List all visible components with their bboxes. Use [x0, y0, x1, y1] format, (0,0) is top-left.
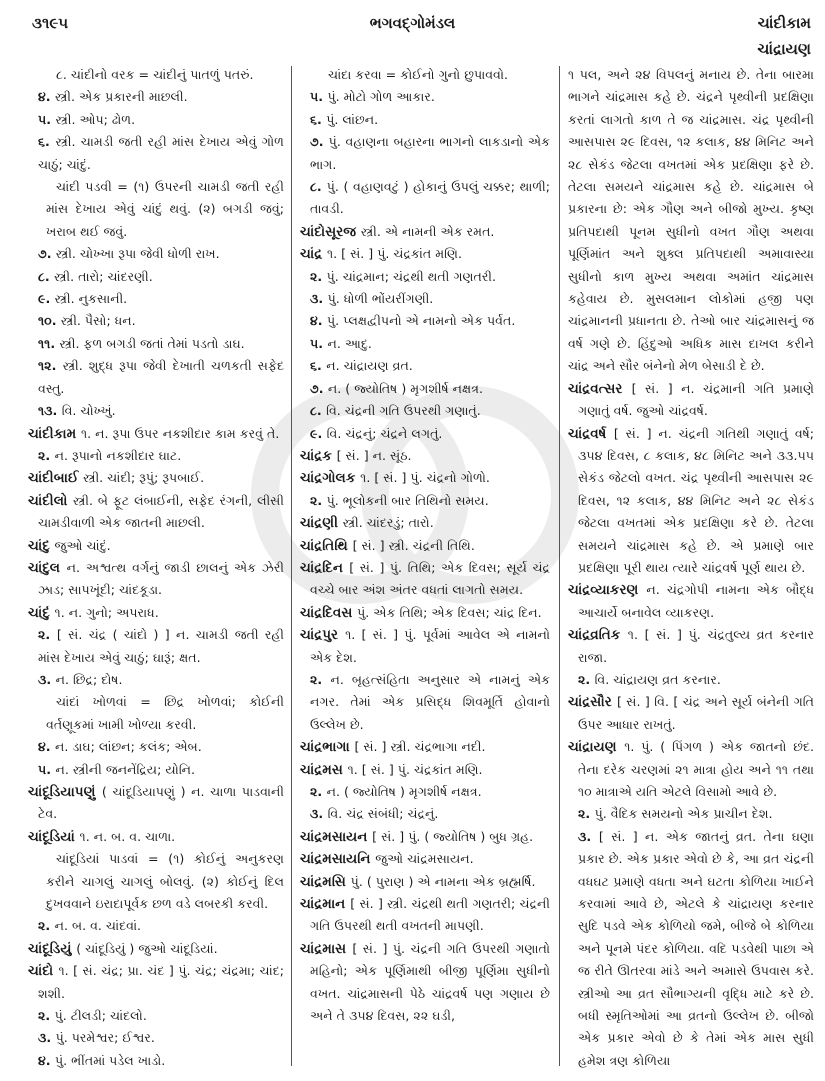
headword: ચાંદૂડિયાં	[28, 828, 80, 845]
headword: ચાંદીબાઈ	[28, 470, 84, 487]
sense-number: ૫.	[38, 111, 56, 127]
headword: ચાંદ્રવ્યાકરણ	[568, 582, 647, 599]
dictionary-entry	[300, 221, 550, 243]
dictionary-entry	[300, 938, 550, 1028]
usage-example	[300, 64, 550, 86]
headword: ચાંદ્રાયણ	[568, 739, 625, 756]
definition-text: પું. ધોળી ભોંયરીંગણી.	[327, 291, 434, 307]
headword: ચાંદ્રદિવસ	[300, 604, 358, 621]
sense-number: ૫.	[38, 761, 56, 777]
sense-line	[568, 669, 814, 691]
definition-text: [ સં. ] પું. તિથિ; એક દિવસ; સૂર્ય ચંદ્ર વચ્ચે બાર અંશ અંતર વધતાં લાગતો સમય.	[310, 559, 550, 598]
dictionary-entry	[28, 826, 284, 848]
headword: ચાંદ્રમસિ	[300, 873, 351, 890]
headword: ચાંદોસૂરજ	[300, 223, 361, 240]
headword: ચાંદીકામ	[28, 425, 81, 442]
sense-line	[28, 86, 284, 108]
definition-text: ન. ( જ્યોતિષ ) મૃગશીર્ષ નક્ષત્ર.	[326, 784, 482, 799]
sense-line	[28, 131, 284, 176]
sense-number: ૭.	[38, 246, 56, 262]
sense-number: ૯.	[310, 425, 327, 441]
dictionary-entry	[300, 445, 550, 467]
dictionary-entry	[300, 535, 550, 557]
definition-text: ૧ પલ, અને ૨૪ વિપલનું મનાય છે. તેના બારમા ભાગને ચાંદ્રમાસ કહે છે. ચંદ્રને પૃથ્વીની પ્રદક્ષિણા કરતાં લાગતો કાળ તે જ ચાંદ્રમાસ. ચંદ્ર પૃથ્વીની આસપાસ ૨૯ દિવસ, ૧૨ કલાક, ૪૪ મિનિટ અને ૨૮ સેકંડ જેટલા વખતમાં એક પ્રદક્ષિણા ફરે છે. તેટલા સમયને ચાંદ્રમાસ કહે છે. ચાંદ્રમાસ બે પ્રકારના છે: એક ગૌણ અને બીજો મુખ્ય. કૃષ્ણ પ્રતિપદાથી પૂનમ સુધીનો વખત ગૌણ અથવા પૂર્ણિમાંત અને શુક્લ પ્રતિપદાથી અમાવાસ્યા સુધીનો કાળ મુખ્ય અથવા અમાંત ચાંદ્રમાસ કહેવાય છે. મુસલમાન લોકોમાં હજી પણ ચાંદ્રમાનની પ્રધાનતા છે. તેઓ બાર ચાંદ્રમાસનું જ વર્ષ ગણે છે. હિંદુઓ અધિક માસ દાખલ કરીને ચાંદ્ર અને સૌર બંનેનો મેળ બેસાડી દે છે.	[568, 67, 814, 374]
definition-text: ( ચાંદૂડિયાપણું ) ન. ચાળા પાડવાની ટેવ.	[38, 784, 284, 822]
definition-text: સ્ત્રી. તારો; ચાંદરણી.	[54, 268, 153, 284]
sense-line	[28, 310, 284, 332]
headword: ચાંદ્રમસાયનિ	[300, 851, 376, 868]
sense-line	[28, 1027, 284, 1049]
sense-number: ૨.	[578, 671, 595, 687]
definition-text: ( ચાંદૂડિયું ) જુઓ ચાંદૂડિયાં.	[76, 940, 218, 956]
dictionary-entry	[300, 826, 550, 848]
definition-text: જુઓ ચાંદું.	[54, 537, 111, 553]
definition-text: પું. એક તિથિ; એક દિવસ; ચાંદ્ર દિન.	[357, 604, 542, 620]
sense-number: ૨.	[310, 671, 331, 687]
sense-line	[300, 669, 550, 736]
definition-text: પું. મોટો ગોળ આકાર.	[327, 89, 435, 105]
dictionary-entry	[300, 557, 550, 602]
dictionary-entry	[28, 490, 284, 535]
sense-line	[300, 423, 550, 445]
definition-text: ૧. ન. બ. વ. ચાળા.	[79, 828, 176, 844]
dictionary-entry	[568, 423, 814, 580]
sense-line	[300, 333, 550, 355]
definition-text: ૧. [ સં. ] પું. ચંદ્રકાંત મણિ.	[347, 761, 483, 777]
sense-line	[300, 378, 550, 400]
dictionary-entry	[28, 781, 284, 826]
sense-number: ૮.	[38, 268, 55, 284]
sense-number: ૨.	[38, 918, 55, 934]
column-right	[568, 64, 814, 1072]
headword: ચાંદ્રવ્રતિક	[568, 627, 628, 644]
sense-line	[28, 109, 284, 131]
sense-number: ૫.	[310, 89, 328, 105]
headword: ચાંદ્રણી	[300, 515, 343, 532]
definition-text: સ્ત્રી. બે ફૂટ લંબાઈની, સફેદ રંગની, લીસી ચામડીવાળી એક જાતની માછલી.	[38, 492, 284, 531]
sense-number: ૬.	[38, 134, 56, 150]
sense-line	[28, 669, 284, 691]
sense-line	[28, 355, 284, 400]
dictionary-entry	[300, 736, 550, 758]
definition-text: વિ. ચાંદ્રાયણ વ્રત કરનાર.	[594, 671, 721, 687]
dictionary-entry	[28, 423, 284, 445]
sense-line	[300, 176, 550, 221]
sense-number: ૧૦.	[38, 313, 61, 329]
headword: ચાંદીલો	[28, 492, 73, 509]
dictionary-entry	[28, 467, 284, 489]
headword: ચાંદ્રસૌર	[568, 694, 617, 711]
definition-text: [ સં. ] પું. ( જ્યોતિષ ) બુધ ગ્રહ.	[372, 828, 534, 844]
definition-text: [ સં. ] ન. સૂંઠ.	[336, 447, 412, 463]
headword: ચાંદૂડિયું	[28, 940, 77, 957]
sense-line	[300, 109, 550, 131]
definition-text: પું. ભૂલોકની બાર તિથિનો સમય.	[326, 492, 489, 508]
usage-example	[28, 64, 284, 86]
definition-text: [ સં. ] સ્ત્રી. ચંદ્રની તિથિ.	[352, 537, 475, 553]
definition-text: ચાંદૂડિયાં પાડવાં = (૧) કોઈનું અનુકરણ કરીને ચાગલું ચાગલું બોલવું. (૨) કોઈનું દિલ દુખવવાને ઇરાદાપૂર્વક છળ વડે લબરકી કરવી.	[46, 851, 284, 912]
sense-line	[568, 803, 814, 825]
headword: ચાંદ્રવત્સર	[568, 380, 632, 397]
definition-text: પું. વહાણના બહારના ભાગનો લાકડાનો એક ભાગ.	[310, 134, 551, 172]
definition-text: જુઓ ચાંદ્રમસાયન.	[375, 851, 474, 867]
sense-line	[28, 736, 284, 758]
definition-text: સ્ત્રી. ચામડી જતી રહી માંસ દેખાય એવું ગોળ ચાઠું; ચાંદું.	[38, 134, 284, 172]
dictionary-entry	[300, 512, 550, 534]
guide-word-last: ચાંદ્રાયણ	[757, 40, 811, 58]
definition-text: ન. બૃહત્સંહિતા અનુસાર એ નામનું એક નગર. તેમાં એક પ્રસિદ્ધ શિવમૂર્તિ હોવાનો ઉલ્લેખ છે.	[310, 671, 551, 732]
sense-number: ૧૧.	[38, 335, 60, 351]
dictionary-entry	[300, 602, 550, 624]
headword: ચાંદુલ	[28, 559, 67, 576]
headword: ચાંદ્રપુર	[300, 627, 346, 644]
sense-number: ૧૩.	[38, 403, 62, 419]
sense-line	[28, 759, 284, 781]
dictionary-title: ભગવદ્ગોમંડલ	[369, 14, 456, 32]
definition-text: ૧. [ સં. ] પું. ચંદ્રતુલ્ય વ્રત કરનાર રાજા.	[578, 627, 815, 665]
sense-number: ૭.	[310, 380, 328, 396]
sense-number: ૮.	[310, 403, 327, 419]
definition-text: ૧. [ સં. ] પું. પૂર્વમાં આવેલ એ નામનો એક દેશ.	[310, 627, 551, 665]
sense-number: ૪.	[38, 1052, 55, 1068]
sense-line	[28, 288, 284, 310]
sense-number: ૪.	[38, 89, 55, 105]
definition-text: પું. ટીલડી; ચાંદલો.	[54, 1008, 147, 1024]
dictionary-entry	[300, 624, 550, 669]
sense-line	[28, 333, 284, 355]
definition-text: પું. ( વહાણવટું ) હોકાનું ઉપલું ચક્કર; થાળી; તાવડી.	[310, 179, 550, 217]
definition-text: ન. આદુ.	[327, 335, 372, 351]
sense-line	[300, 86, 550, 108]
dictionary-entry	[300, 759, 550, 781]
definition-text: [ સં. ] સ્ત્રી. ચંદ્રભાગા નદી.	[354, 739, 486, 755]
dictionary-entry	[568, 736, 814, 803]
guide-word-first: ચાંદીકામ	[757, 14, 811, 32]
definition-text: પું. લાંછન.	[326, 111, 379, 127]
column-left	[28, 64, 284, 1072]
definition-text: [ સં. ] પું. ચંદ્રની ગતિ ઉપરથી ગણાતો મહિનો; એક પૂર્ણિમાથી બીજી પૂર્ણિમા સુધીનો વખત. ચાંદ્રમાસની પેઠે ચાંદ્રવર્ષ પણ ગણાય છે અને તે ૩૫૪ દિવસ, ૨૨ ઘડી,	[310, 940, 550, 1024]
headword: ચાંદ્રમાન	[300, 896, 351, 913]
definition-text: સ્ત્રી. એક પ્રકારની માછલી.	[54, 89, 188, 105]
sense-number: ૫.	[310, 335, 328, 351]
sense-number: ૩.	[38, 1030, 56, 1046]
sense-number: ૨.	[38, 447, 55, 463]
dictionary-entry	[28, 557, 284, 602]
definition-text: [ સં. ] ન. એક જાતનું વ્રત. તેના ઘણા પ્રકાર છે. એક પ્રકાર એવો છે કે, આ વ્રત ચંદ્રની વધઘટ પ્રમાણે વધતા અને ઘટતા કોળિયા ખાઈને કરવામાં આવે છે, એટલે કે ચાંદ્રાયણ કરનાર સુદિ પડવે એક કોળિયો જમે, બીજે બે કોળિયા અને પૂનમે પંદર કોળિયા. વદિ પડવેથી પાછા એ જ રીતે ઊતરવા માંડે અને અમાસે ઉપવાસ કરે. સ્ત્રીઓ આ વ્રત સૌભાગ્યની વૃદ્ધિ માટે કરે છે. બધી સ્મૃતિઓમાં આ વ્રતનો ઉલ્લેખ છે. બીજો એક પ્રકાર એવો છે કે તેમાં એક માસ સુધી હમેશ ત્રણ કોળિયા	[578, 828, 814, 1068]
definition-text: [ સં. ] ન. ચંદ્રમાની ગતિ પ્રમાણે ગણાતું વર્ષ. જુઓ ચાંદ્રવર્ષ.	[578, 380, 814, 419]
sense-line	[568, 64, 814, 378]
headword: ચાંદો	[28, 963, 59, 980]
dictionary-entry	[568, 624, 814, 669]
definition-text: [ સં. ] વિ. [ ચંદ્ર અને સૂર્ય બંનેની ગતિ ઉપર આધાર રાખતું.	[578, 694, 814, 732]
sense-line	[28, 1050, 284, 1072]
sense-number: ૪.	[38, 739, 55, 755]
headword: ચાંદ્રમાસ	[300, 940, 353, 957]
sense-line	[28, 445, 284, 467]
definition-text: પું. ભીંતમાં પડેલ ખાડો.	[54, 1052, 166, 1068]
definition-text: ન. સ્ત્રીની જનનેંદ્રિય; યોનિ.	[55, 761, 196, 777]
column-divider	[291, 66, 292, 1066]
sense-number: ૬.	[310, 111, 327, 127]
definition-text: પું. પરમેશ્વર; ઈશ્વર.	[55, 1030, 155, 1046]
dictionary-entry	[300, 243, 550, 265]
headword: ચાંદૂડિયાપણું	[28, 784, 102, 800]
dictionary-entry	[300, 467, 550, 489]
definition-text: ૮. ચાંદીનો વરક = ચાંદીનું પાતળું પતરું.	[56, 67, 254, 82]
page-number: ૩૧૯૫	[32, 14, 69, 32]
sense-number: ૨.	[310, 268, 327, 284]
column-middle	[300, 64, 550, 1027]
definition-text: ન. ડાઘ; લાંછન; કલંક; એબ.	[54, 739, 202, 755]
sense-line	[300, 266, 550, 288]
definition-text: ૧. [ સં. ચંદ્ર; પ્રા. ચંદ ] પું. ચંદ્ર; ચંદ્રમા; ચાંદ; શશી.	[38, 963, 285, 1001]
sense-line	[28, 400, 284, 422]
sense-number: ૨.	[38, 1008, 55, 1024]
sense-number: ૨.	[578, 806, 595, 822]
sense-number: ૩.	[578, 828, 599, 844]
headword: ચાંદ્રદિન	[300, 559, 350, 576]
sense-number: ૯.	[38, 291, 55, 307]
definition-text: [ સં. ] સ્ત્રી. ચંદ્રથી થતી ગણતરી; ચંદ્રની ગતિ ઉપરથી થતી વખતની માપણી.	[310, 896, 550, 934]
definition-text: પું. વૈદિક સમયનો એક પ્રાચીન દેશ.	[594, 806, 773, 822]
definition-text: સ્ત્રી. ચાંદી; રૂપું; રૂપબાઈ.	[83, 470, 205, 486]
sense-number: ૮.	[310, 179, 327, 195]
definition-text: સ્ત્રી. પૈસો; ધન.	[60, 313, 136, 329]
sense-number: ૩.	[38, 671, 56, 687]
definition-text: ૧. ન. રૂપા ઉપર નકશીદાર કામ કરવું તે.	[80, 425, 280, 441]
definition-text: સ્ત્રી. ચોખ્ખા રૂપા જેવી ધોળી રાખ.	[55, 246, 220, 262]
headword: ચાંદ્રભાગા	[300, 739, 355, 756]
dictionary-entry	[300, 893, 550, 938]
headword: ચાંદ્રતિથિ	[300, 537, 353, 554]
headword: ચાંદ્રક	[300, 447, 337, 464]
sense-number: ૨.	[38, 627, 57, 643]
sense-number: ૨.	[310, 784, 327, 799]
sense-number: ૩.	[310, 806, 328, 822]
usage-example	[28, 691, 284, 736]
dictionary-entry	[28, 960, 284, 1005]
sense-line	[28, 243, 284, 265]
sense-line	[300, 400, 550, 422]
headword: ચાંદ્રવર્ષ	[568, 425, 614, 442]
dictionary-entry	[568, 378, 814, 423]
dictionary-entry	[300, 871, 550, 893]
definition-text: સ્ત્રી. એ નામની એક રમત.	[360, 223, 495, 239]
sense-line	[300, 288, 550, 310]
dictionary-entry	[568, 691, 814, 736]
definition-text: ૧. ન. ગુનો; અપરાધ.	[54, 604, 159, 620]
dictionary-entry	[300, 848, 550, 870]
sense-number: ૭.	[310, 134, 329, 150]
headword: ચાંદ્ર	[300, 246, 327, 263]
sense-line	[568, 826, 814, 1072]
definition-text: ચાંદી પડવી = (૧) ઉપરની ચામડી જતી રહી માંસ દેખાય એવું ચાંદું થવું. (૨) બગડી જવું; ખરાબ થઈ જવું.	[46, 179, 284, 239]
definition-text: સ્ત્રી. ફળ બગડી જતાં તેમાં પડતો ડાઘ.	[59, 335, 245, 351]
sense-line	[28, 266, 284, 288]
definition-text: ન. છિદ્ર; દોષ.	[55, 671, 123, 687]
definition-text: સ્ત્રી. નુકસાની.	[54, 291, 128, 307]
headword: ચાંદ્રમસ	[300, 761, 348, 778]
definition-text: [ સં. ચંદ્ર ( ચાંદો ) ] ન. ચામડી જતી રહી માંસ દેખાય એવું ચાઠું; ઘારૂં; ક્ષત.	[38, 627, 284, 665]
headword: ચાંદુ	[28, 537, 55, 554]
definition-text: ૧. [ સં. ] પું. ચંદ્રનો ગોળો.	[360, 470, 490, 486]
sense-number: ૪.	[310, 313, 327, 329]
sense-number: ૨.	[310, 492, 327, 508]
sense-line	[300, 490, 550, 512]
definition-text: ૧. [ સં. ] પું. ચંદ્રકાંત મણિ.	[326, 246, 462, 262]
definition-text: ન. રૂપાનો નકશીદાર ઘાટ.	[54, 447, 182, 463]
dictionary-entry	[28, 535, 284, 557]
definition-text: ન. અશ્વત્થ વર્ગનું જાડી છાલનું એક ઝેરી ઝાડ; સાપખૂંદી; ચાંદકૂડા.	[38, 559, 284, 598]
definition-text: ન. ચાંદ્રાયણ વ્રત.	[326, 358, 413, 374]
sense-number: ૬.	[310, 358, 327, 374]
sense-line	[300, 355, 550, 377]
definition-text: ૧. પું. ( પિંગળ ) એક જાતનો છંદ. તેના દરેક ચરણમાં ૨૧ માત્રા હોય અને ૧૧ તથા ૧૦ માત્રાએ યતિ એટલે વિસામો આવે છે.	[578, 739, 815, 799]
dictionary-entry	[28, 602, 284, 624]
definition-text: ન. ( જ્યોતિષ ) મૃગશીર્ષ નક્ષત્ર.	[327, 380, 483, 396]
sense-number: ૧૨.	[38, 358, 63, 374]
headword: ચાંદ્રગોલક	[300, 470, 361, 487]
definition-text: ચાંદાં ખોળવાં = છિદ્ર ખોળવાં; કોઈની વર્તણૂકમાં ખામી ખોળ્યા કરવી.	[46, 694, 284, 732]
sense-line	[300, 310, 550, 332]
sense-line	[28, 915, 284, 937]
sense-line	[300, 781, 550, 803]
sense-line	[28, 624, 284, 669]
column-divider	[559, 66, 560, 1066]
definition-text: વિ. ચંદ્રનું; ચંદ્રને લગતું.	[326, 425, 443, 441]
definition-text: વિ. ચંદ્રની ગતિ ઉપરથી ગણાતું.	[326, 403, 481, 419]
usage-example	[28, 848, 284, 915]
sense-number: ૩.	[310, 291, 328, 307]
sense-line	[300, 131, 550, 176]
definition-text: પું. ( પુરાણ ) એ નામના એક બ્રહ્મર્ષિ.	[350, 873, 536, 889]
dictionary-entry	[28, 938, 284, 960]
definition-text: ન. ચંદ્રગોપી નામના એક બૌદ્ધ આચાર્યે બનાવેલ વ્યાકરણ.	[578, 582, 814, 620]
definition-text: વિ. ચંદ્ર સંબંધી; ચંદ્રનું.	[327, 806, 439, 822]
dictionary-entry	[568, 579, 814, 624]
definition-text: ન. બ. વ. ચાંદવાં.	[54, 918, 142, 934]
definition-text: [ સં. ] ન. ચંદ્રની ગતિથી ગણાતું વર્ષ; ૩૫૪ દિવસ, ૮ કલાક, ૪૮ મિનિટ અને ૩૩.૫૫ સેકંડ જેટલો વખત. ચંદ્ર પૃથ્વીની આસપાસ ૨૯ દિવસ, ૧૨ કલાક, ૪૪ મિનિટ અને ૨૮ સેકંડ જેટલા વખતમાં એક પ્રદક્ષિણા કરે છે. તેટલા સમયને ચાંદ્રમાસ કહે છે. એ પ્રમાણે બાર પ્રદક્ષિણા પૂરી થાય ત્યારે ચાંદ્રવર્ષ પૂર્ણ થાય છે.	[578, 425, 814, 575]
definition-text: વિ. ચોખ્ખું.	[61, 403, 116, 419]
headword: ચાંદ્રમસાયન	[300, 828, 373, 845]
definition-text: સ્ત્રી. ચાંદરડું; તારો.	[342, 515, 434, 531]
definition-text: પું. ચાંદ્રમાન; ચંદ્રથી થતી ગણતરી.	[326, 268, 496, 284]
usage-example	[28, 176, 284, 243]
definition-text: ચાંદા કરવા = કોઈનો ગુનો છુપાવવો.	[328, 67, 509, 82]
definition-text: સ્ત્રી. ઓપ; ઢોળ.	[55, 111, 136, 127]
headword: ચાંદું	[28, 604, 55, 621]
definition-text: પું. પ્લક્ષદ્વીપનો એ નામનો એક પર્વત.	[326, 313, 516, 329]
sense-line	[28, 1005, 284, 1027]
definition-text: સ્ત્રી. શુદ્ધ રૂપા જેવી દેખાતી ચળકતી સફેદ વસ્તુ.	[38, 358, 284, 396]
sense-line	[300, 803, 550, 825]
